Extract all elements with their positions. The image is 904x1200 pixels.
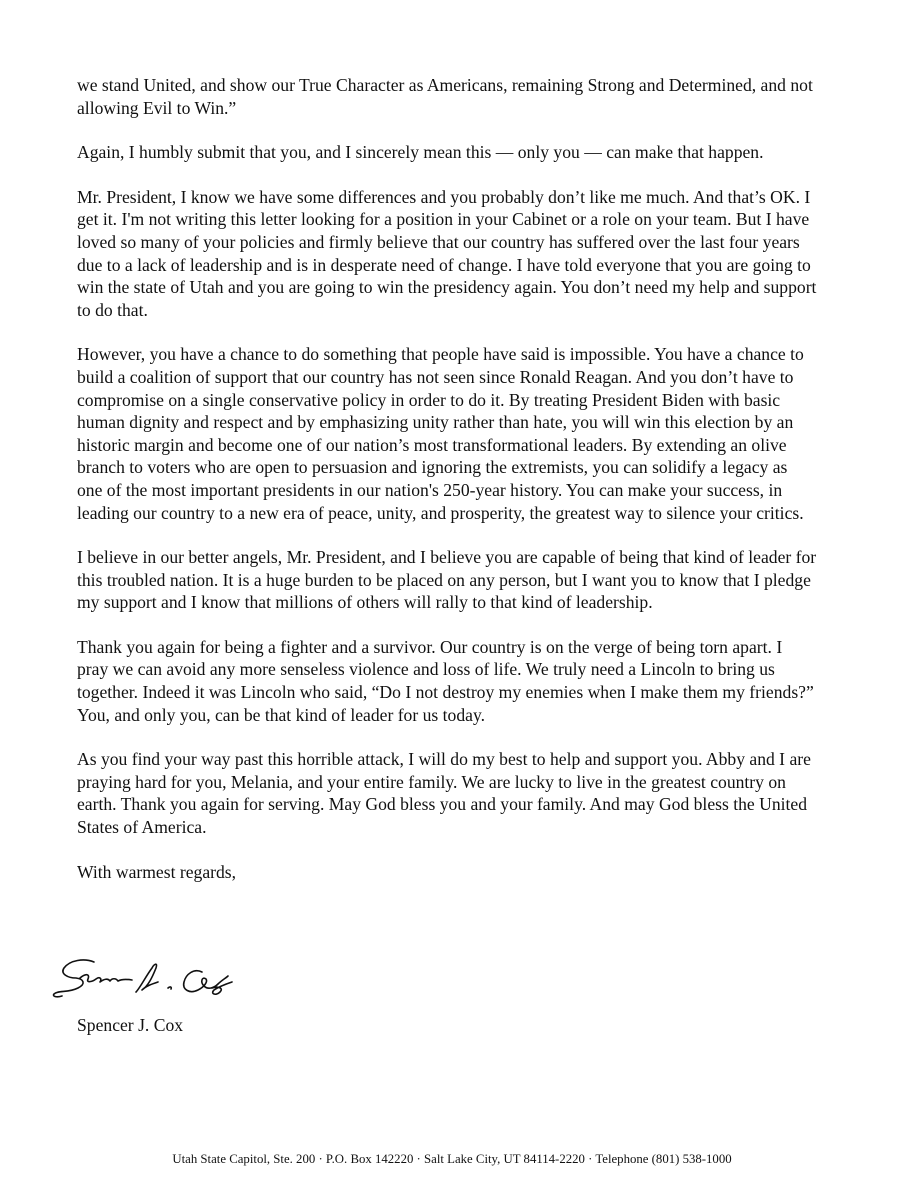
letter-closing: With warmest regards, xyxy=(77,861,237,882)
letter-paragraph: As you find your way past this horrible attack, I will do my best to help and support you. Abby and I are praying hard for you, Melania, and your entire family. We are lucky to live in the greatest country on earth. Thank you again for serving. May God bless you and your family. And may God bless the United States of America. xyxy=(77,749,811,838)
letter-paragraph: However, you have a chance to do something that people have said is impossible. You have a chance to build a coalition of support that our country has not seen since Ronald Reagan. And you don’t have to compromise on a single conservative policy in order to do it. By treating President Biden with basic human dignity and respect and by emphasizing unity rather than hate, you will win this election by an historic margin and become one of our nation’s most transformational leaders. By extending an olive branch to voters who are open to persuasion and ignoring the extremists, you can solidify a legacy as one of the most important presidents in our nation's 250-year history. You can make your success, in leading our country to a new era of peace, unity, and prosperity, the greatest way to silence your critics. xyxy=(77,344,804,523)
handwritten-signature xyxy=(50,948,240,1010)
letter-paragraph: we stand United, and show our True Character as Americans, remaining Strong and Determined, and not allowing Evil to Win.” xyxy=(77,75,813,118)
signature-stroke xyxy=(168,987,171,989)
signature-stroke xyxy=(212,982,232,994)
signature-stroke xyxy=(136,964,158,992)
letter-paragraph: Again, I humbly submit that you, and I sincerely mean this — only you — can make that happen. xyxy=(77,142,764,163)
letter-body xyxy=(77,74,817,883)
letter-paragraph: I believe in our better angels, Mr. President, and I believe you are capable of being that kind of leader for this troubled nation. It is a huge burden to be placed on any person, but I want you to know that I pledge my support and I know that millions of others will rally to that kind of leadership. xyxy=(77,547,817,613)
letter-paragraph: Thank you again for being a fighter and a survivor. Our country is on the verge of being torn apart. I pray we can avoid any more senseless violence and loss of life. We truly need a Lincoln to bring us together. Indeed it was Lincoln who said, “Do I not destroy my enemies when I make them my friends?” You, and only you, can be that kind of leader for us today. xyxy=(77,636,814,725)
letter-paragraph: Mr. President, I know we have some differences and you probably don’t like me much. And that’s OK. I get it. I'm not writing this letter looking for a position in your Cabinet or a role on your team. But I have loved so many of your policies and firmly believe that our country has suffered over the last four years due to a lack of leadership and is in desperate need of change. I have told everyone that you are going to win the state of Utah and you are going to win the presidency again. You don’t need my help and support to do that. xyxy=(77,186,817,320)
signature-stroke xyxy=(80,975,132,982)
signer-name: Spencer J. Cox xyxy=(77,1015,184,1035)
letterhead-footer-address: Utah State Capitol, Ste. 200 · P.O. Box 142220 · Salt Lake City, UT 84114-2220 · Telephone (801) 538-1000 xyxy=(172,1152,732,1166)
